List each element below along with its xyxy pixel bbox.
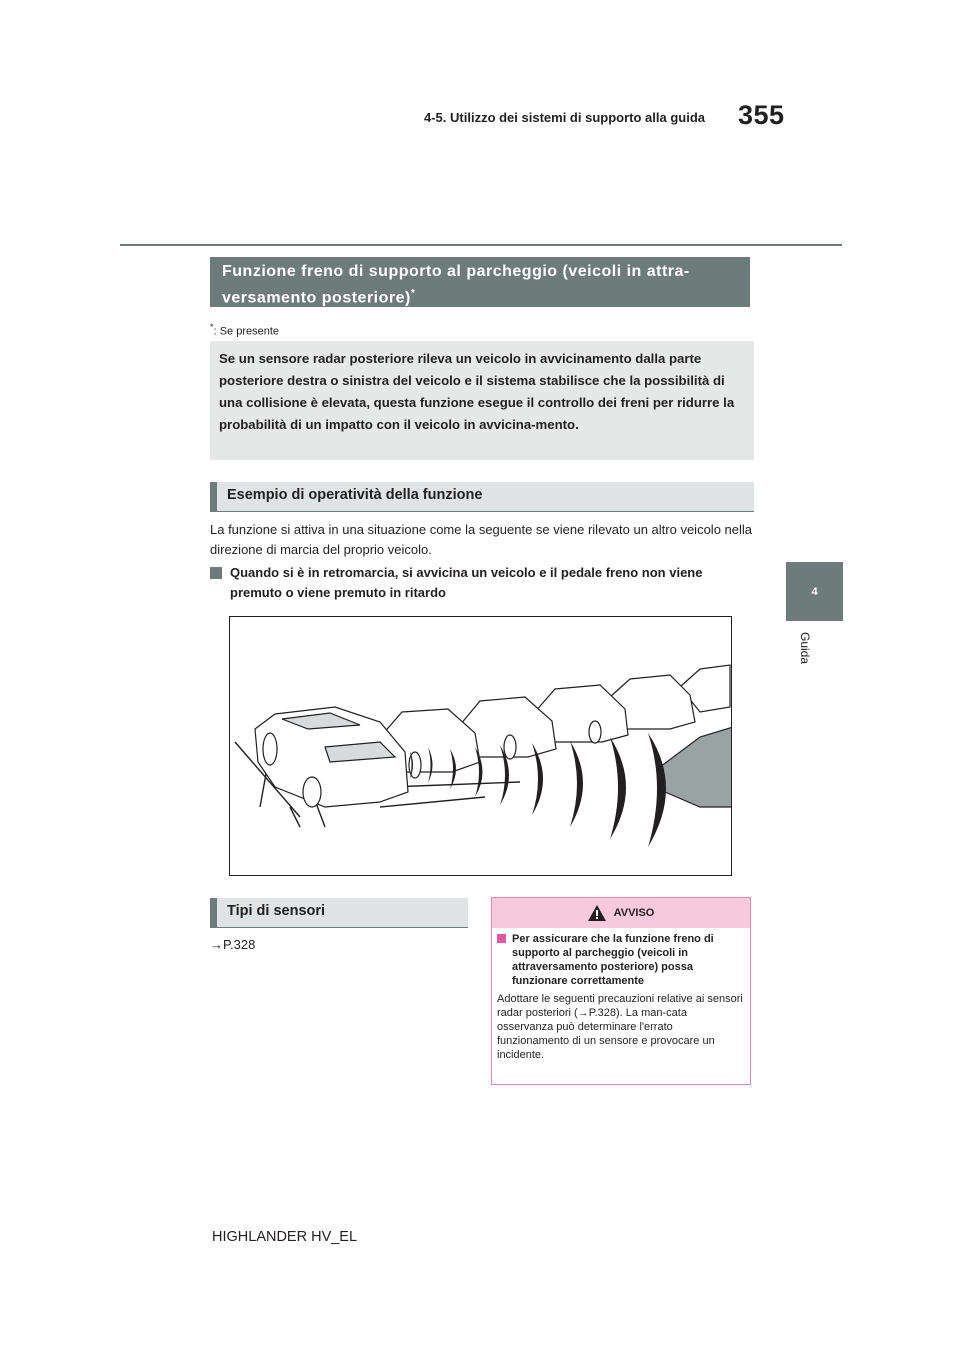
- warning-triangle-icon: [588, 905, 606, 921]
- running-header-title: 4-5. Utilizzo dei sistemi di supporto alla guida: [424, 110, 705, 125]
- footnote: [210, 322, 279, 338]
- warning-body-text: Adottare le seguenti precauzioni relative ai sensori radar posteriori (→P.328). La man-cata osservanza può determinare l'errato funzionamento di un sensore e provocare un incidente.: [497, 993, 743, 1061]
- warning-bullet-text: Per assicurare che la funzione freno di supporto al parcheggio (veicoli in attraversamento posteriore) possa funzionare correttamente: [512, 933, 714, 987]
- example-body-text: La funzione si attiva in una situazione come la seguente se viene rilevato un altro veicolo nella direzione di marcia del proprio veicolo.: [210, 522, 753, 557]
- intro-box: Se un sensore radar posteriore rileva un veicolo in avvicinamento dalla parte posteriore destra o sinistra del veicolo e il sistema stabilisce che la possibilità di una collisione è elevata, questa funzione esegue il controllo dei freni per ridurre la probabilità di un impatto con il veicolo in avvicina-mento.: [210, 341, 754, 460]
- footer-model-name: HIGHLANDER HV_EL: [212, 1229, 358, 1245]
- parking-scene-svg: [230, 617, 732, 876]
- footnote-text: : Se presente: [213, 325, 280, 338]
- warning-bullet: [497, 932, 745, 988]
- section-heading-text: Funzione freno di supporto al parcheggio (veicoli in attra-versamento posteriore): [222, 263, 690, 307]
- warning-header: [492, 898, 750, 928]
- parking-illustration: [229, 616, 732, 876]
- page-number: 355: [738, 100, 785, 130]
- warning-content: [492, 928, 750, 1066]
- warning-bullet-square-icon: [497, 934, 506, 943]
- heading-footnote-mark: *: [410, 288, 416, 299]
- section-heading-parking-brake: [210, 257, 750, 307]
- warning-title: AVVISO: [613, 907, 655, 919]
- header-divider: [120, 244, 842, 246]
- section-heading-example: Esempio di operatività della funzione: [210, 482, 754, 512]
- sensor-page-reference: →P.328: [210, 937, 256, 952]
- bullet-square-icon: [210, 567, 222, 579]
- warning-box: [491, 897, 751, 1085]
- chapter-tab: [786, 562, 843, 621]
- footnote-mark: *: [210, 322, 214, 332]
- bullet-text: Quando si è in retromarcia, si avvicina un veicolo e il pedale freno non viene premuto o viene premuto in ritardo: [230, 565, 703, 600]
- chapter-number: 4: [811, 585, 818, 598]
- chapter-label: Guida: [798, 632, 812, 665]
- section-heading-sensor-types: Tipi di sensori: [210, 898, 468, 928]
- example-bullet: [210, 563, 755, 603]
